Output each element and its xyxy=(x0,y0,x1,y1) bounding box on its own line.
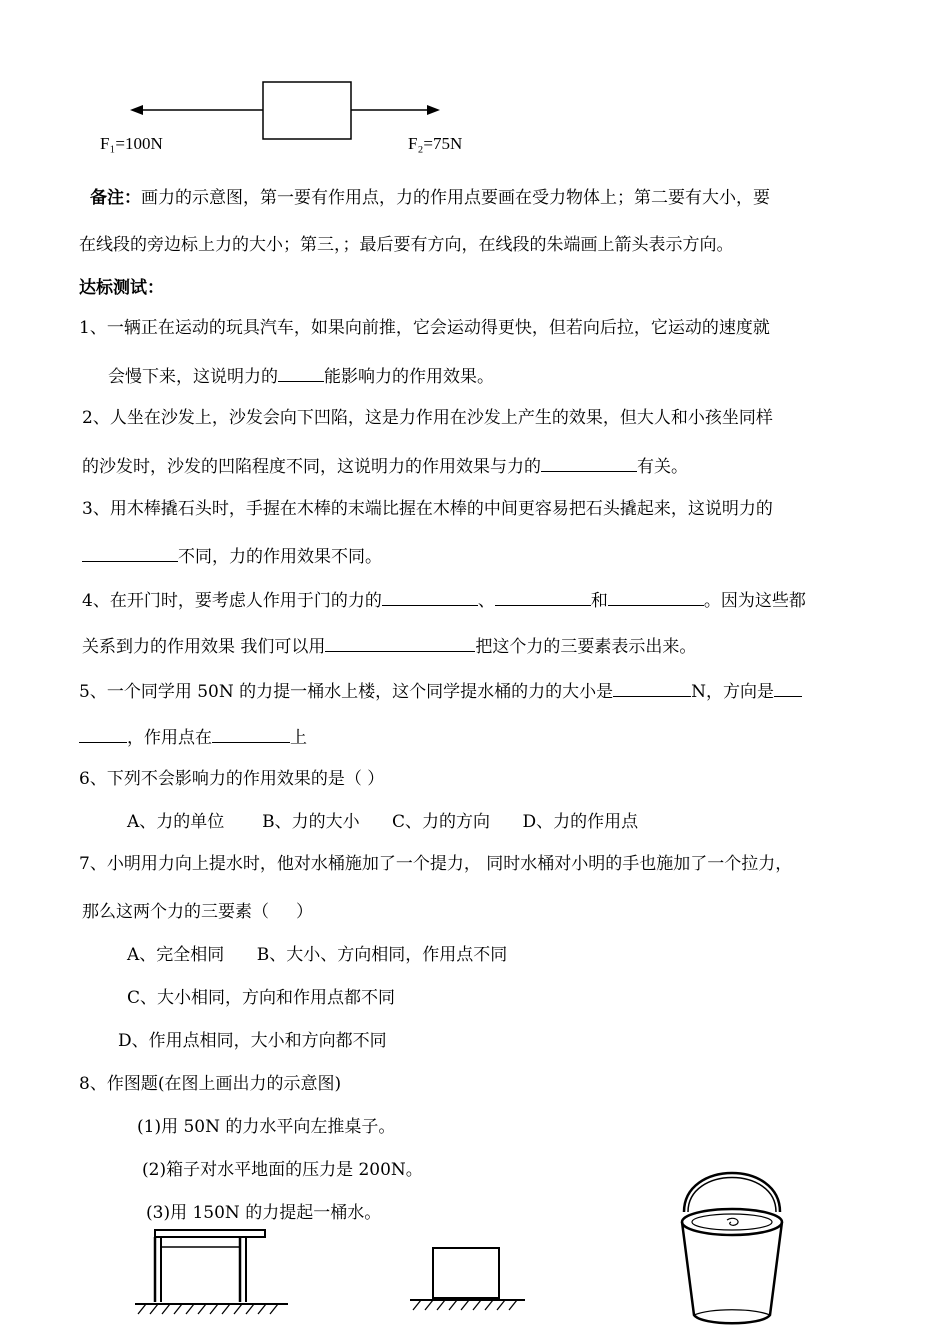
q4-text-a: 4、在开门时，要考虑人作用于门的力的 xyxy=(82,591,382,611)
q3-text-b: 不同，力的作用效果不同。 xyxy=(178,547,382,567)
q5-blank-2b[interactable] xyxy=(79,725,127,743)
f1-label: F₁=100N xyxy=(100,134,163,153)
q2-text-a: 的沙发时，沙发的凹陷程度不同，这说明力的作用效果与力的 xyxy=(82,457,541,477)
q4-sep-2: 和 xyxy=(590,591,608,611)
q5-line2 xyxy=(79,725,307,749)
q1-line1: 1、一辆正在运动的玩具汽车，如果向前推，它会运动得更快，但若向后拉，它运动的速度就 xyxy=(79,318,770,338)
q7-option-d: D、作用点相同，大小和方向都不同 xyxy=(118,1031,387,1051)
q7-line2: 那么这两个力的三要素（ ） xyxy=(82,902,314,922)
q3-line2 xyxy=(82,544,382,568)
table-figure xyxy=(130,1222,300,1322)
q1-blank[interactable] xyxy=(278,364,324,382)
note-text-1: 画力的示意图，第一要有作用点，力的作用点要画在受力物体上；第二要有大小，要 xyxy=(141,188,770,208)
q6-options: A、力的单位 B、力的大小 C、力的方向 D、力的作用点 xyxy=(127,812,639,832)
q4-line1 xyxy=(82,588,806,612)
q4-text-c: 关系到力的作用效果 我们可以用 xyxy=(82,637,326,657)
q5-blank-2a[interactable] xyxy=(774,679,802,697)
bucket-figure xyxy=(672,1150,812,1330)
q4-blank-4[interactable] xyxy=(325,634,475,652)
box-figure xyxy=(405,1240,535,1320)
q3-line1: 3、用木棒撬石头时，手握在木棒的末端比握在木棒的中间更容易把石头撬起来，这说明力的 xyxy=(82,499,773,519)
object-box xyxy=(263,82,351,139)
q5-text-a: 5、一个同学用 50N 的力提一桶水上楼，这个同学提水桶的力的大小是 xyxy=(79,682,614,702)
q4-blank-3[interactable] xyxy=(608,588,704,606)
q5-blank-3[interactable] xyxy=(212,725,290,743)
q4-blank-2[interactable] xyxy=(495,588,591,606)
q5-text-b: N，方向是 xyxy=(691,682,775,702)
section-title: 达标测试： xyxy=(79,278,164,298)
q2-text-b: 有关。 xyxy=(637,457,688,477)
q8-part1: (1)用 50N 的力水平向左推桌子。 xyxy=(137,1117,396,1137)
q2-blank[interactable] xyxy=(541,454,637,472)
note-line2: 在线段的旁边标上力的大小；第三，；最后要有方向，在线段的朱端画上箭头表示方向。 xyxy=(79,235,734,255)
q7-line1: 7、小明用力向上提水时，他对水桶施加了一个提力， 同时水桶对小明的手也施加了一个拉力， xyxy=(79,854,793,874)
q2-line2 xyxy=(82,454,688,478)
arrow-left-f1 xyxy=(130,105,263,115)
q1-text-a: 会慢下来，这说明力的 xyxy=(108,367,278,387)
q1-text-b: 能影响力的作用效果。 xyxy=(324,367,494,387)
q5-line1 xyxy=(79,679,802,703)
q5-blank-1[interactable] xyxy=(613,679,691,697)
q7-option-a-b: A、完全相同 B、大小、方向相同，作用点不同 xyxy=(127,945,508,965)
q4-text-b: 。因为这些都 xyxy=(703,591,806,611)
q4-blank-1[interactable] xyxy=(382,588,478,606)
q5-text-d: 上 xyxy=(290,728,307,748)
q7-option-c: C、大小相同，方向和作用点都不同 xyxy=(127,988,396,1008)
arrow-right-f2 xyxy=(351,105,440,115)
q5-text-c: ，作用点在 xyxy=(127,728,212,748)
q8-part3: (3)用 150N 的力提起一桶水。 xyxy=(146,1203,382,1223)
f2-label: F₂=75N xyxy=(408,134,463,153)
q2-line1: 2、人坐在沙发上，沙发会向下凹陷，这是力作用在沙发上产生的效果，但大人和小孩坐同样 xyxy=(82,408,773,428)
note-line1 xyxy=(90,187,770,209)
q4-sep-1: 、 xyxy=(477,591,495,611)
q3-blank[interactable] xyxy=(82,544,178,562)
q4-line2 xyxy=(82,634,696,658)
note-colon: ： xyxy=(124,188,141,208)
note-label: 备注 xyxy=(90,188,124,208)
q8-stem: 8、作图题(在图上画出力的示意图) xyxy=(79,1074,342,1094)
q4-text-d: 把这个力的三要素表示出来。 xyxy=(475,637,697,657)
q6-stem: 6、下列不会影响力的作用效果的是（ ） xyxy=(79,769,385,789)
q1-line2 xyxy=(108,364,494,388)
q8-part2: (2)箱子对水平地面的压力是 200N。 xyxy=(142,1160,423,1180)
